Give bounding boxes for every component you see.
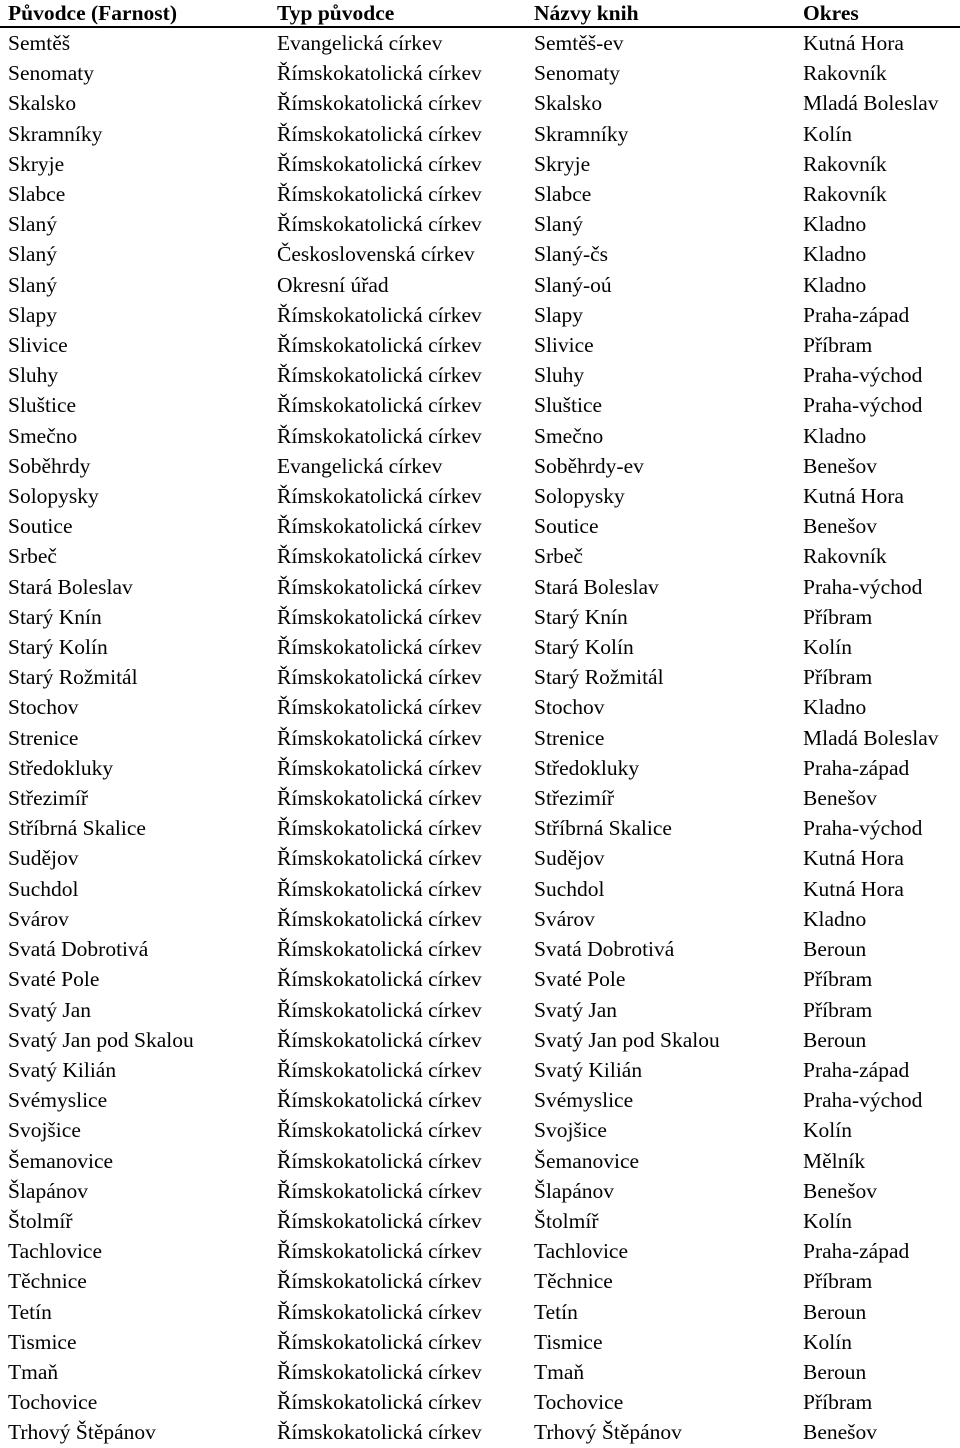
cell-originator-type: Římskokatolická církev xyxy=(277,876,482,901)
cell-district: Kolín xyxy=(803,121,852,146)
cell-originator: Soutice xyxy=(8,514,73,539)
cell-book-name: Solopysky xyxy=(534,484,625,509)
table-row xyxy=(0,119,960,149)
table-row xyxy=(0,27,960,58)
cell-book-name: Stará Boleslav xyxy=(534,574,659,599)
table-row xyxy=(0,451,960,481)
cell-originator-type: Římskokatolická církev xyxy=(277,1390,482,1415)
cell-district: Rakovník xyxy=(803,151,887,176)
table-row xyxy=(0,58,960,88)
cell-district: Kladno xyxy=(803,242,867,267)
cell-book-name: Smečno xyxy=(534,423,604,448)
cell-originator: Stříbrná Skalice xyxy=(8,816,146,841)
cell-originator-type: Římskokatolická církev xyxy=(277,1269,482,1294)
cell-originator-type: Římskokatolická církev xyxy=(277,1088,482,1113)
table-row xyxy=(0,813,960,843)
cell-book-name: Slivice xyxy=(534,333,594,358)
table-row xyxy=(0,360,960,390)
cell-district: Kutná Hora xyxy=(803,484,904,509)
cell-district: Příbram xyxy=(803,1269,873,1294)
cell-district: Praha-východ xyxy=(803,393,923,418)
cell-originator: Svatý Jan xyxy=(8,997,92,1022)
cell-originator: Svatý Jan pod Skalou xyxy=(8,1027,194,1052)
cell-originator-type: Římskokatolická církev xyxy=(277,423,482,448)
cell-originator: Suchdol xyxy=(8,876,79,901)
cell-book-name: Svatý Jan xyxy=(534,997,618,1022)
table-row xyxy=(0,1236,960,1266)
cell-district: Praha-východ xyxy=(803,363,923,388)
cell-originator-type: Římskokatolická církev xyxy=(277,906,482,931)
cell-district: Mladá Boleslav xyxy=(803,91,939,116)
cell-district: Kutná Hora xyxy=(803,31,904,55)
cell-book-name: Slaný-čs xyxy=(534,242,609,267)
cell-book-name: Těchnice xyxy=(534,1269,613,1294)
cell-district: Benešov xyxy=(803,453,878,478)
cell-originator-type: Římskokatolická církev xyxy=(277,1027,482,1052)
cell-book-name: Skryje xyxy=(534,151,591,176)
table-row xyxy=(0,1387,960,1417)
table-row xyxy=(0,1417,960,1447)
cell-book-name: Suchdol xyxy=(534,876,605,901)
table-row xyxy=(0,239,960,269)
cell-book-name: Šemanovice xyxy=(534,1148,640,1173)
cell-originator-type: Římskokatolická církev xyxy=(277,1178,482,1203)
cell-originator-type: Římskokatolická církev xyxy=(277,967,482,992)
cell-book-name: Svojšice xyxy=(534,1118,607,1143)
cell-book-name: Senomaty xyxy=(534,61,620,86)
cell-book-name: Sluhy xyxy=(534,363,585,388)
cell-originator: Starý Knín xyxy=(8,604,102,629)
cell-originator: Těchnice xyxy=(8,1269,87,1294)
cell-book-name: Šlapánov xyxy=(534,1178,615,1203)
table-row xyxy=(0,753,960,783)
cell-book-name: Skalsko xyxy=(534,91,603,116)
cell-district: Benešov xyxy=(803,786,878,811)
header-district: Okres xyxy=(803,1,859,25)
cell-originator: Sluštice xyxy=(8,393,77,418)
cell-originator-type: Římskokatolická církev xyxy=(277,182,482,207)
cell-originator-type: Římskokatolická církev xyxy=(277,1208,482,1233)
cell-originator-type: Římskokatolická církev xyxy=(277,725,482,750)
header-book-names: Názvy knih xyxy=(534,1,639,25)
cell-originator: Středokluky xyxy=(8,755,114,780)
cell-originator-type: Římskokatolická církev xyxy=(277,393,482,418)
table-row xyxy=(0,602,960,632)
table-row xyxy=(0,1266,960,1296)
cell-originator-type: Římskokatolická církev xyxy=(277,604,482,629)
cell-originator-type: Římskokatolická církev xyxy=(277,1299,482,1324)
cell-originator: Slivice xyxy=(8,333,68,358)
table-row xyxy=(0,964,960,994)
cell-district: Praha-východ xyxy=(803,574,923,599)
cell-originator: Solopysky xyxy=(8,484,99,509)
cell-book-name: Střezimíř xyxy=(534,786,615,811)
table-body xyxy=(0,27,960,1448)
cell-originator: Tmaň xyxy=(8,1359,59,1384)
cell-book-name: Tochovice xyxy=(534,1390,624,1415)
cell-originator-type: Římskokatolická církev xyxy=(277,91,482,116)
table-row xyxy=(0,783,960,813)
cell-originator-type: Okresní úřad xyxy=(277,272,389,297)
table-row xyxy=(0,1085,960,1115)
cell-district: Praha-východ xyxy=(803,816,923,841)
cell-originator-type: Římskokatolická církev xyxy=(277,786,482,811)
cell-originator: Svatý Kilián xyxy=(8,1057,117,1082)
cell-originator: Slabce xyxy=(8,182,66,207)
cell-district: Benešov xyxy=(803,514,878,539)
cell-originator: Svárov xyxy=(8,906,69,931)
table-row xyxy=(0,874,960,904)
header-row xyxy=(0,0,960,27)
cell-district: Praha-západ xyxy=(803,1057,910,1082)
cell-originator-type: Evangelická církev xyxy=(277,453,443,478)
cell-district: Příbram xyxy=(803,665,873,690)
cell-originator: Svojšice xyxy=(8,1118,81,1143)
table-row xyxy=(0,1055,960,1085)
cell-originator: Semtěš xyxy=(8,31,71,55)
cell-book-name: Středokluky xyxy=(534,755,640,780)
table-row xyxy=(0,904,960,934)
table-row xyxy=(0,300,960,330)
cell-district: Kladno xyxy=(803,272,867,297)
cell-originator-type: Římskokatolická církev xyxy=(277,151,482,176)
cell-originator: Skalsko xyxy=(8,91,77,116)
cell-originator: Tetín xyxy=(8,1299,52,1324)
cell-originator-type: Římskokatolická církev xyxy=(277,61,482,86)
cell-originator: Trhový Štěpánov xyxy=(8,1420,156,1445)
table-row xyxy=(0,481,960,511)
cell-book-name: Trhový Štěpánov xyxy=(534,1420,682,1445)
cell-originator-type: Římskokatolická církev xyxy=(277,1359,482,1384)
cell-district: Příbram xyxy=(803,967,873,992)
cell-originator-type: Římskokatolická církev xyxy=(277,1118,482,1143)
cell-district: Kolín xyxy=(803,1208,852,1233)
table-row xyxy=(0,1146,960,1176)
cell-district: Beroun xyxy=(803,937,867,962)
cell-book-name: Slabce xyxy=(534,182,592,207)
cell-originator: Sudějov xyxy=(8,846,79,871)
table-row xyxy=(0,179,960,209)
cell-originator-type: Římskokatolická církev xyxy=(277,574,482,599)
cell-originator: Svatá Dobrotivá xyxy=(8,937,149,962)
table-row xyxy=(0,934,960,964)
table-header xyxy=(0,0,960,27)
cell-book-name: Svatý Jan pod Skalou xyxy=(534,1027,720,1052)
cell-book-name: Slapy xyxy=(534,302,583,327)
cell-book-name: Svatý Kilián xyxy=(534,1057,643,1082)
cell-district: Kutná Hora xyxy=(803,876,904,901)
cell-book-name: Tmaň xyxy=(534,1359,585,1384)
cell-originator-type: Římskokatolická církev xyxy=(277,363,482,388)
cell-originator-type: Římskokatolická církev xyxy=(277,1420,482,1445)
cell-originator-type: Římskokatolická církev xyxy=(277,1329,482,1354)
cell-originator: Starý Kolín xyxy=(8,635,108,660)
cell-book-name: Sluštice xyxy=(534,393,603,418)
cell-book-name: Slaný-oú xyxy=(534,272,612,297)
cell-originator: Stochov xyxy=(8,695,79,720)
cell-originator-type: Římskokatolická církev xyxy=(277,816,482,841)
cell-originator-type: Římskokatolická církev xyxy=(277,212,482,237)
table-row xyxy=(0,1176,960,1206)
cell-district: Rakovník xyxy=(803,544,887,569)
cell-originator: Smečno xyxy=(8,423,78,448)
cell-originator: Tochovice xyxy=(8,1390,98,1415)
cell-book-name: Skramníky xyxy=(534,121,629,146)
table-row xyxy=(0,1357,960,1387)
cell-district: Příbram xyxy=(803,604,873,629)
cell-book-name: Stříbrná Skalice xyxy=(534,816,672,841)
cell-book-name: Štolmíř xyxy=(534,1208,599,1233)
cell-originator: Slaný xyxy=(8,242,57,267)
cell-book-name: Srbeč xyxy=(534,544,583,569)
cell-originator: Skramníky xyxy=(8,121,103,146)
table-row xyxy=(0,1206,960,1236)
cell-book-name: Svárov xyxy=(534,906,595,931)
table-row xyxy=(0,88,960,118)
cell-book-name: Starý Rožmitál xyxy=(534,665,664,690)
table-row xyxy=(0,692,960,722)
cell-book-name: Soběhrdy-ev xyxy=(534,453,644,478)
cell-book-name: Tachlovice xyxy=(534,1239,628,1264)
cell-originator: Štolmíř xyxy=(8,1208,73,1233)
cell-originator: Slaný xyxy=(8,272,57,297)
table-row xyxy=(0,1297,960,1327)
cell-district: Mělník xyxy=(803,1148,866,1173)
cell-originator-type: Evangelická církev xyxy=(277,31,443,55)
cell-originator-type: Římskokatolická církev xyxy=(277,544,482,569)
cell-book-name: Starý Knín xyxy=(534,604,628,629)
table-row xyxy=(0,270,960,300)
cell-district: Kladno xyxy=(803,906,867,931)
table-row xyxy=(0,330,960,360)
cell-district: Benešov xyxy=(803,1178,878,1203)
cell-originator-type: Římskokatolická církev xyxy=(277,695,482,720)
cell-district: Kladno xyxy=(803,423,867,448)
cell-district: Praha-západ xyxy=(803,755,910,780)
cell-book-name: Stochov xyxy=(534,695,605,720)
cell-originator: Senomaty xyxy=(8,61,94,86)
cell-district: Kolín xyxy=(803,1118,852,1143)
cell-book-name: Semtěš-ev xyxy=(534,31,624,55)
cell-book-name: Tetín xyxy=(534,1299,578,1324)
cell-originator-type: Římskokatolická církev xyxy=(277,484,482,509)
cell-book-name: Svaté Pole xyxy=(534,967,626,992)
cell-district: Kolín xyxy=(803,635,852,660)
cell-district: Praha-západ xyxy=(803,1239,910,1264)
cell-district: Příbram xyxy=(803,1390,873,1415)
cell-originator: Slapy xyxy=(8,302,57,327)
header-originator: Původce (Farnost) xyxy=(8,1,177,25)
cell-book-name: Soutice xyxy=(534,514,599,539)
cell-originator-type: Římskokatolická církev xyxy=(277,635,482,660)
cell-district: Kutná Hora xyxy=(803,846,904,871)
cell-district: Beroun xyxy=(803,1299,867,1324)
cell-originator-type: Římskokatolická církev xyxy=(277,665,482,690)
cell-district: Rakovník xyxy=(803,182,887,207)
cell-district: Kladno xyxy=(803,212,867,237)
cell-district: Rakovník xyxy=(803,61,887,86)
cell-book-name: Slaný xyxy=(534,212,583,237)
cell-originator: Sluhy xyxy=(8,363,59,388)
cell-originator: Tachlovice xyxy=(8,1239,102,1264)
cell-originator: Stará Boleslav xyxy=(8,574,133,599)
cell-originator: Starý Rožmitál xyxy=(8,665,138,690)
cell-originator: Svaté Pole xyxy=(8,967,100,992)
cell-originator: Soběhrdy xyxy=(8,453,91,478)
table-row xyxy=(0,572,960,602)
cell-originator: Slaný xyxy=(8,212,57,237)
table-row xyxy=(0,1327,960,1357)
table-row xyxy=(0,209,960,239)
table-row xyxy=(0,843,960,873)
cell-originator: Strenice xyxy=(8,725,79,750)
table-row xyxy=(0,995,960,1025)
cell-district: Praha-východ xyxy=(803,1088,923,1113)
cell-originator-type: Římskokatolická církev xyxy=(277,997,482,1022)
table-row xyxy=(0,723,960,753)
cell-originator-type: Československá církev xyxy=(277,242,475,267)
cell-book-name: Svatá Dobrotivá xyxy=(534,937,675,962)
table-row xyxy=(0,1025,960,1055)
cell-originator-type: Římskokatolická církev xyxy=(277,937,482,962)
table-row xyxy=(0,511,960,541)
cell-district: Benešov xyxy=(803,1420,878,1445)
cell-book-name: Starý Kolín xyxy=(534,635,634,660)
table-row xyxy=(0,421,960,451)
table-row xyxy=(0,149,960,179)
cell-district: Kolín xyxy=(803,1329,852,1354)
table-row xyxy=(0,541,960,571)
cell-originator-type: Římskokatolická církev xyxy=(277,1239,482,1264)
cell-originator: Šemanovice xyxy=(8,1148,114,1173)
cell-originator: Tismice xyxy=(8,1329,77,1354)
cell-originator: Svémyslice xyxy=(8,1088,108,1113)
cell-book-name: Svémyslice xyxy=(534,1088,634,1113)
header-originator-type: Typ původce xyxy=(277,1,395,25)
table-row xyxy=(0,632,960,662)
cell-originator-type: Římskokatolická církev xyxy=(277,302,482,327)
table-row xyxy=(0,662,960,692)
cell-originator: Šlapánov xyxy=(8,1178,89,1203)
cell-book-name: Tismice xyxy=(534,1329,603,1354)
table-row xyxy=(0,390,960,420)
cell-originator-type: Římskokatolická církev xyxy=(277,755,482,780)
cell-district: Kladno xyxy=(803,695,867,720)
cell-district: Příbram xyxy=(803,333,873,358)
table-row xyxy=(0,1115,960,1145)
cell-originator-type: Římskokatolická církev xyxy=(277,333,482,358)
cell-originator-type: Římskokatolická církev xyxy=(277,514,482,539)
cell-originator-type: Římskokatolická církev xyxy=(277,121,482,146)
cell-district: Příbram xyxy=(803,997,873,1022)
cell-district: Beroun xyxy=(803,1027,867,1052)
cell-originator: Srbeč xyxy=(8,544,57,569)
cell-originator-type: Římskokatolická církev xyxy=(277,1057,482,1082)
cell-originator: Střezimíř xyxy=(8,786,89,811)
cell-originator: Skryje xyxy=(8,151,65,176)
cell-district: Beroun xyxy=(803,1359,867,1384)
cell-book-name: Strenice xyxy=(534,725,605,750)
cell-book-name: Sudějov xyxy=(534,846,605,871)
cell-district: Mladá Boleslav xyxy=(803,725,939,750)
cell-district: Praha-západ xyxy=(803,302,910,327)
cell-originator-type: Římskokatolická církev xyxy=(277,846,482,871)
cell-originator-type: Římskokatolická církev xyxy=(277,1148,482,1173)
